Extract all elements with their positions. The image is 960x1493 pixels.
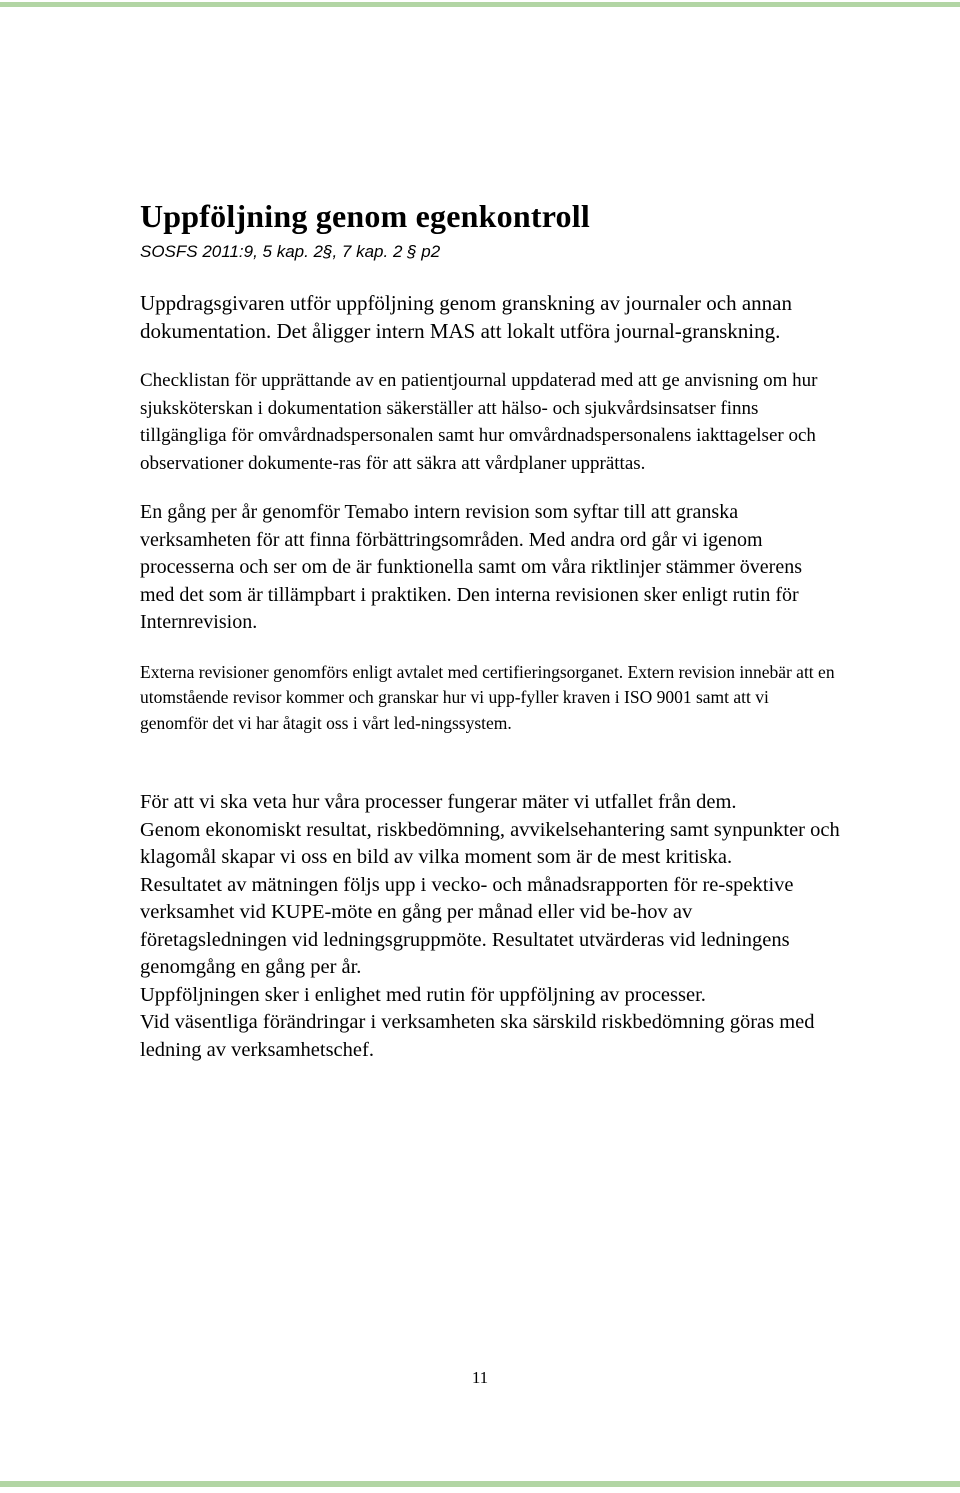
paragraph-internal-audit: En gång per år genomför Temabo intern revision som syftar till att granska verksamheten för att finna förbättringsområden. Med andra ord går vi igenom processerna och ser om de är funktionella samt om våra riktlinjer stämmer överens med det som är tillämpbart i praktiken. Den interna revisionen sker enligt rutin för Internrevision. — [140, 501, 802, 633]
page-content — [140, 196, 840, 1064]
page-title: Uppföljning genom egenkontroll — [140, 198, 590, 234]
paragraph-measure-outcome: För att vi ska veta hur våra processer fungerar mäter vi utfallet från dem. — [140, 791, 737, 813]
paragraph-critical-moments: Genom ekonomiskt resultat, riskbedömning, avvikelsehantering samt synpunkter och klagomål skapar vi oss en bild av vilka moment som är de mest kritiska. — [140, 818, 840, 868]
top-decorative-rule — [0, 2, 960, 7]
paragraph-risk-assessment: Vid väsentliga förändringar i verksamheten ska särskild riskbedömning göras med ledning av verksamhetschef. — [140, 1011, 815, 1061]
page-number: 11 — [471, 1368, 489, 1387]
paragraph-followup-routine: Uppföljningen sker i enlighet med rutin för uppföljning av processer. — [140, 983, 706, 1006]
bottom-decorative-rule — [0, 1481, 960, 1487]
paragraph-checklist: Checklistan för upprättande av en patientjournal uppdaterad med att ge anvisning om hur sjuksköterskan i dokumentation säkerställer att hälso- och sjukvårdsinsatser finns tillgängliga för omvårdnadspersonalen samt hur omvårdnadspersonalens iakttagelser och observationer dokumente-ras för att säkra att vårdplaner upprättas. — [140, 370, 818, 474]
paragraph-results-followup: Resultatet av mätningen följs upp i vecko- och månadsrapporten för re-spektive verksamhet vid KUPE-möte en gång per månad eller vid be-hov av företagsledningen vid ledningsgruppmöte. Resultatet utvärderas vid ledningens genomgång en gång per år. — [140, 873, 794, 978]
paragraph-external-audit: Externa revisioner genomförs enligt avtalet med certifieringsorganet. Extern revision innebär att en utomstående revisor kommer och granskar hur vi upp-fyller kraven i ISO 9001 samt att vi genomför det vi har åtagit oss i vårt led-ningssystem. — [140, 661, 835, 733]
measurement-section — [140, 789, 840, 1064]
paragraph-journal-review: Uppdragsgivaren utför uppföljning genom granskning av journaler och annan dokumentation. Det åligger intern MAS att lokalt utföra journal-granskning. — [140, 291, 792, 343]
regulation-reference: SOSFS 2011:9, 5 kap. 2§, 7 kap. 2 § p2 — [140, 242, 441, 261]
